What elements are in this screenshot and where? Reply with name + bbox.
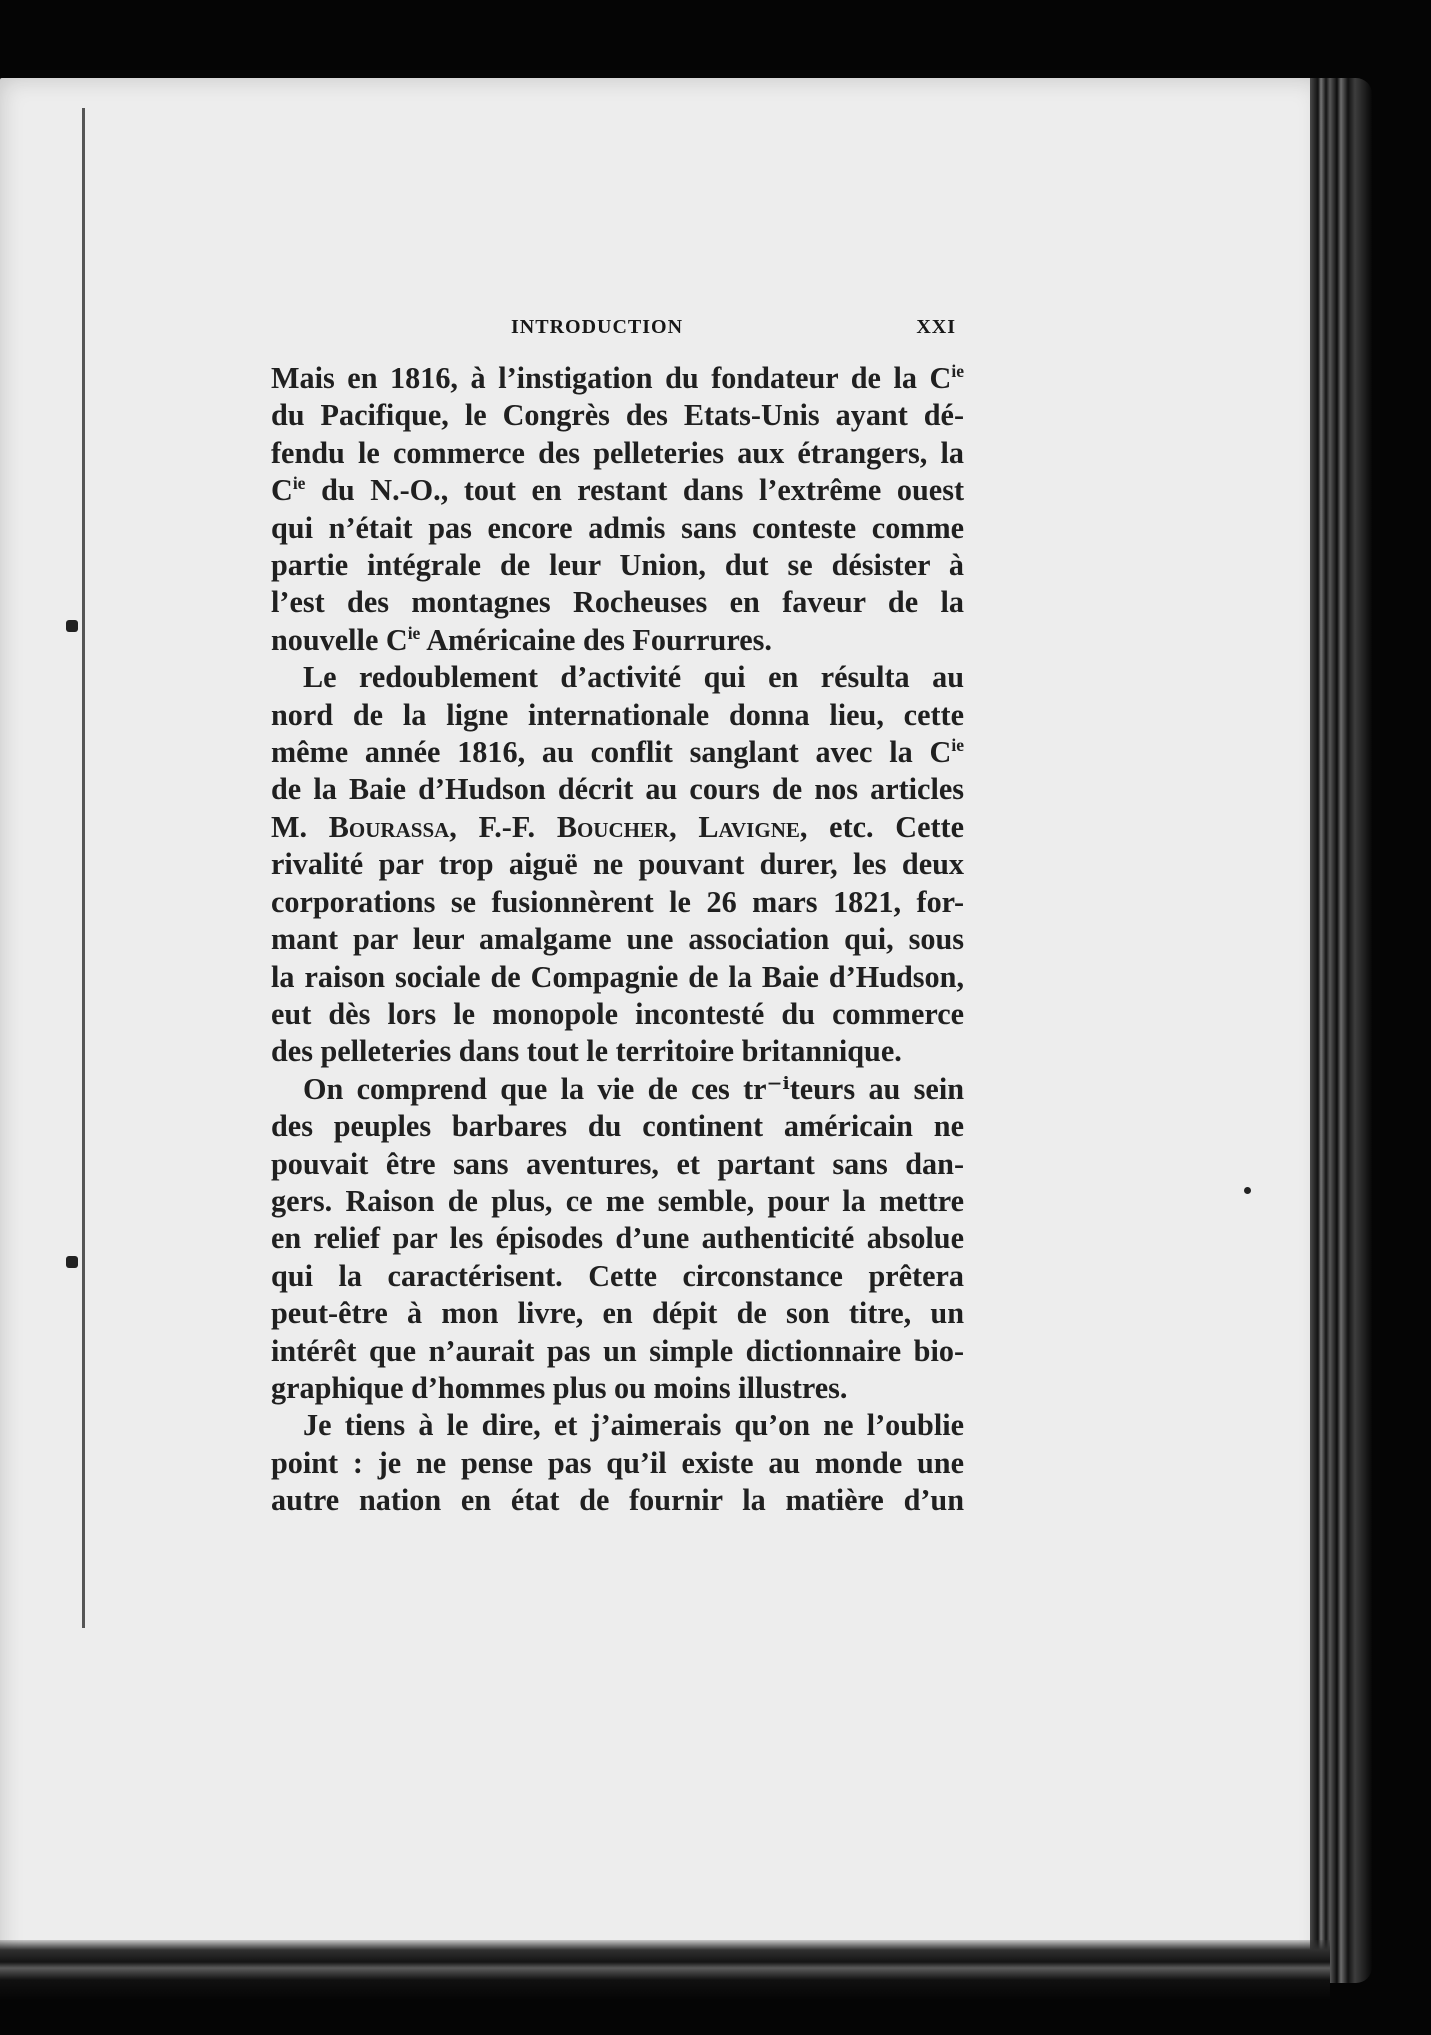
text-line: graphique d’hommes plus ou moins illustres. <box>271 1370 848 1405</box>
bottom-page-edges <box>0 1940 1330 2000</box>
text-line: l’est des montagnes Rocheuses en faveur de la <box>271 585 964 620</box>
page-number: XXI <box>916 316 956 338</box>
text-line: corporations se fusionnèrent le 26 mars 1821, for- <box>271 884 964 919</box>
text-line: des peuples barbares du continent américain ne <box>271 1109 964 1144</box>
binding-mark-top <box>66 620 78 632</box>
text-line: intérêt que n’aurait pas un simple dictionnaire bio- <box>271 1333 964 1368</box>
text-line: la raison sociale de Compagnie de la Baie d’Hudson, <box>271 959 964 994</box>
text-line: nord de la ligne internationale donna lieu, cette <box>271 697 964 732</box>
text-line: en relief par les épisodes d’une authenticité absolue <box>271 1221 964 1256</box>
text-line: autre nation en état de fournir la matière d’un <box>271 1483 964 1518</box>
text-line: eut dès lors le monopole incontesté du commerce <box>271 996 964 1031</box>
text-line: gers. Raison de plus, ce me semble, pour la mettre <box>271 1183 964 1218</box>
text-line: On comprend que la vie de ces tr⁻ⁱteurs au sein <box>303 1071 964 1106</box>
text-line: point : je ne pense pas qu’il existe au monde une <box>271 1445 964 1480</box>
text-line: M. Bourassa, F.-F. Boucher, Lavigne, etc. Cette <box>271 809 965 844</box>
text-line: Le redoublement d’activité qui en résulta au <box>303 660 964 695</box>
text-line: peut-être à mon livre, en dépit de son titre, un <box>271 1296 964 1331</box>
book-page <box>0 78 1322 1983</box>
text-line: du Pacifique, le Congrès des Etats-Unis ayant dé- <box>271 398 964 433</box>
text-line: Je tiens à le dire, et j’aimerais qu’on ne l’oublie <box>303 1408 964 1443</box>
text-line: nouvelle $C^{ie}$ Américaine des Fourrures. <box>271 622 772 657</box>
body-text <box>271 360 964 1520</box>
text-line: pouvait être sans aventures, et partant sans dan- <box>271 1146 964 1181</box>
text-line: rivalité par trop aiguë ne pouvant durer, les deux <box>271 847 964 882</box>
running-title: INTRODUCTION <box>511 316 684 338</box>
binding-mark-bottom <box>66 1256 78 1268</box>
page-binding-edge <box>60 108 85 1628</box>
text-line: même année 1816, au conflit sanglant avec la $C^{ie}$ <box>271 735 964 770</box>
text-line: mant par leur amalgame une association qui, sous <box>271 922 964 957</box>
ink-spot <box>1244 1187 1251 1194</box>
text-line: qui la caractérisent. Cette circonstance prêtera <box>271 1258 964 1293</box>
text-line: qui n’était pas encore admis sans conteste comme <box>271 510 964 545</box>
text-line: $C^{ie}$ du N.-O., tout en restant dans l’extrême ouest <box>271 473 964 508</box>
page-header <box>511 316 956 344</box>
text-line: fendu le commerce des pelleteries aux étrangers, la <box>271 435 964 470</box>
right-page-edges <box>1310 78 1372 1983</box>
text-line: de la Baie d’Hudson décrit au cours de nos articles <box>271 772 964 807</box>
text-line: des pelleteries dans tout le territoire britannique. <box>271 1034 902 1069</box>
text-line: Mais en 1816, à l’instigation du fondateur de la $C^{ie}$ <box>271 360 964 395</box>
text-line: partie intégrale de leur Union, dut se désister à <box>271 548 964 583</box>
